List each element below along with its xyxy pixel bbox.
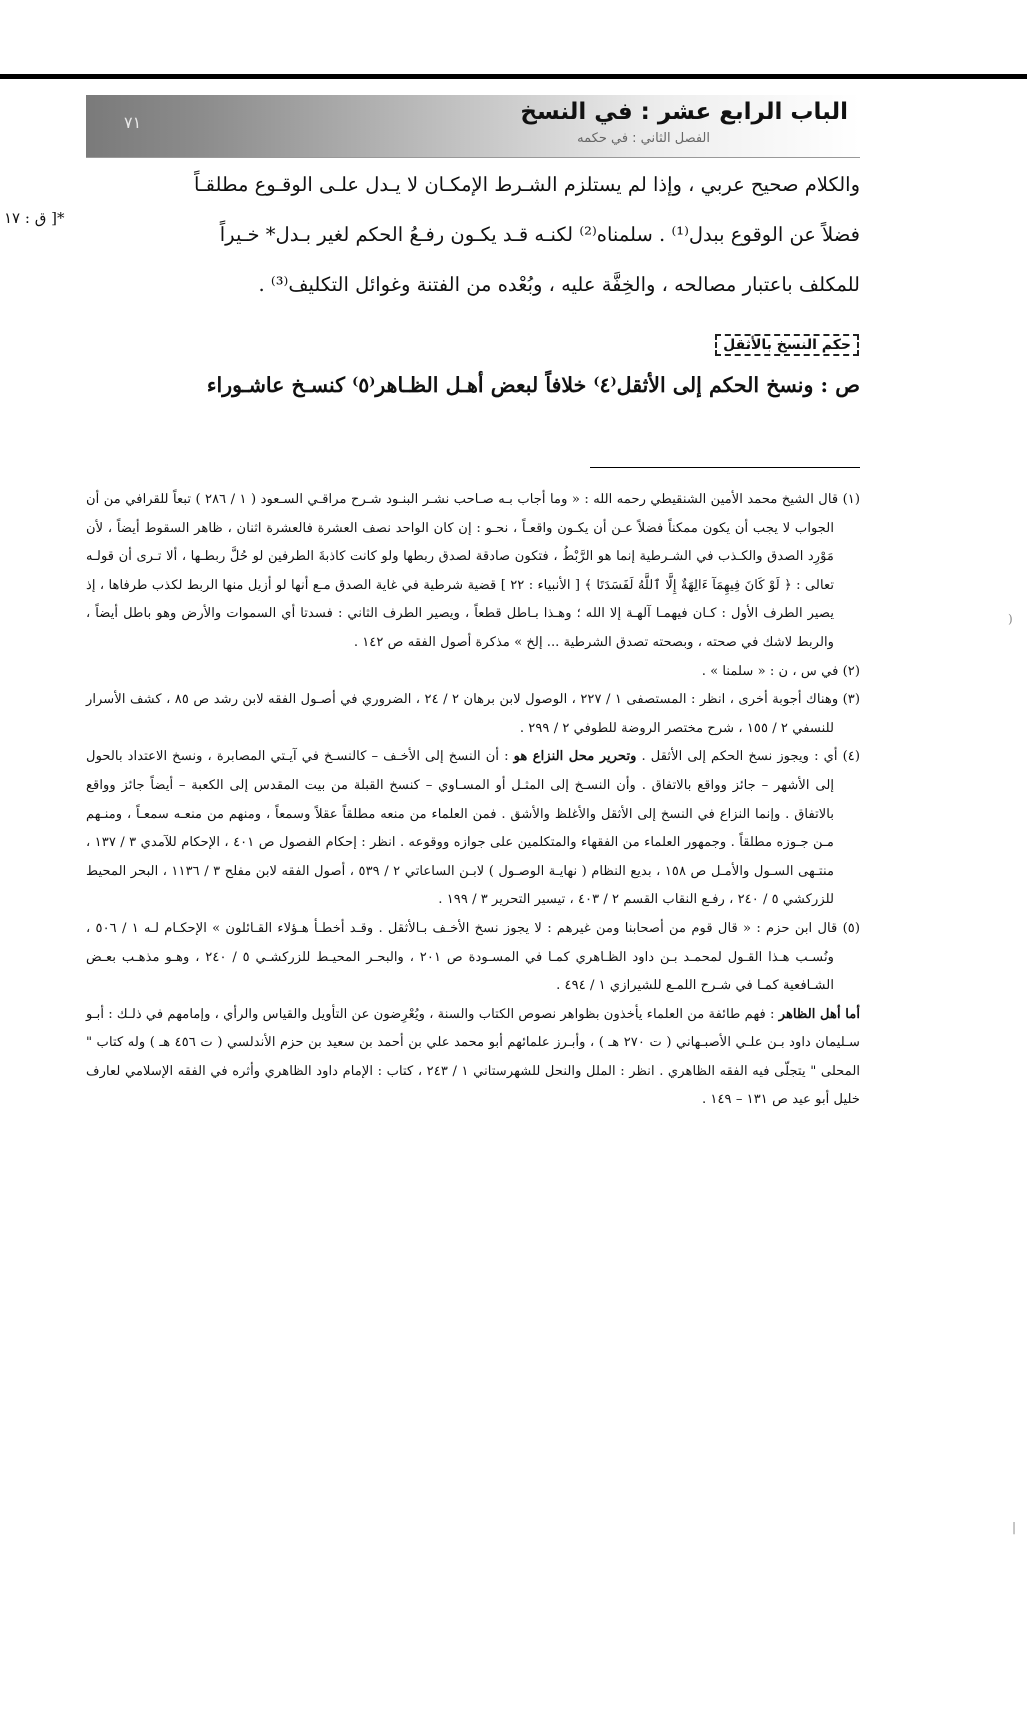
footnote-2: (٢) في س ، ن : « سلمنا » .: [701, 663, 860, 679]
chapter-title: الباب الرابع عشر : في النسخ: [520, 99, 848, 125]
footnote-4-body: : أن النسخ إلى الأخـف – كالنسـخ في آيـتي المصابرة ، ونسخ الاعتداد بالحول إلى الأشهر – جائز وواقع بالاتفاق . وأن النسـخ إلى المثـل أو المسـاوي – كنسخ القبلة من بيت المقدس إلى الكعبة – أيضاً جائز وواقع بالاتفاق . وإنما النزاع في النسخ إلى الأثقل والأغلظ والأشق . فمن العلماء من منعه مطلقاً عقلاً وسمعاً ، ومنهم من منعـه سمعـاً ، ومنـهم مـن جـوزه مطلقاً . وجمهور العلماء من الفقهاء والمتكلمين على جوازه ووقوعه . انظر : إحكام الفصول ص ٤٠١ ، الإحكام للآمدي ٣ / ١٣٧ ، منتـهى السـول والأمـل ص ١٥٨ ، بديع النظام ( نهايـة الوصـول ) لابـن الساعاتي ٢ / ٥٣٩ ، أصول الفقه لابن مفلح ٣ / ١١٣٦ ، البحر المحيط للزركشي ٥ / ٢٤٠ ، رفـع النقاب القسم ٢ / ٤٠٣ ، تيسير التحرير ٣ / ١٩٩ .: [86, 749, 835, 908]
section-subtitle: الفصل الثاني : في حكمه: [577, 131, 710, 146]
footnote-5: (٥) قال ابن حزم : « قال قوم من أصحابنا ومن غيرهم : لا يجوز نسخ الأخـف بـالأثقل . وقـد أخطـأ هـؤلاء القـائلون » الإحكـام لـه ١ / ٥٠٦ ، ونُسـب هـذا القـول لمحمـد بـن داود الظـاهري كمـا في المسـودة ص ٢٠١ ، والبحـر المحيـط للزركشـي ٥ / ٢٤٠ ، وهـو مذهـب بعـض الشـافعية كمـا في شـرح اللمـع للشيرازي ١ / ٤٩٤ .: [86, 920, 860, 994]
zahir-note-bold: أما أهل الظاهر: [778, 1006, 860, 1022]
scan-mark: |: [1012, 1520, 1017, 1534]
body-line-3: للمكلف باعتبار مصالحه ، والخِفَّة عليه ، وبُعْده من الفتنة وغوائل التكليف⁽³⁾ .: [258, 273, 860, 296]
margin-manuscript-note: *[ ق : ١٧: [4, 209, 65, 227]
zahir-note: [86, 1001, 860, 1115]
page-number: ٧١: [124, 113, 142, 132]
body-line-2: فضلاً عن الوقوع ببدل⁽¹⁾ . سلمناه⁽²⁾ لكنـه قـد يكـون رفـعُ الحكم لغير بـدل* خـيراً: [219, 223, 860, 246]
footnote-3: (٣) وهناك أجوبة أخرى ، انظر : المستصفى ١ / ٢٢٧ ، الوصول لابن برهان ٢ / ٢٤ ، الضروري في أصـول الفقه لابن رشد ص ٨٥ ، كشف الأسرار للنسفي ٢ / ١٥٥ ، شرح مختصر الروضة للطوفي ٢ / ٢٩٩ .: [86, 692, 861, 736]
footnote-4-lead: (٤) أي : ويجوز نسخ الحكم إلى الأثقل .: [636, 749, 860, 765]
footnote-4: [86, 743, 860, 915]
top-rule: [0, 74, 1027, 79]
body-line-1: والكلام صحيح عربي ، وإذا لم يستلزم الشـرط الإمكـان لا يـدل علـى الوقـوع مطلقـاً: [194, 173, 860, 196]
zahir-note-body: : فهم طائفة من العلماء يأخذون بظواهر نصوص الكتاب والسنة ، ويُعْرِضون عن التأويل والقياس والرأي ، وإمامهم في ذلـك : أبـو سـليمان داود بـن علـي الأصبـهاني ( ت ٢٧٠ هـ ) ، وأبـرز علمائهم أبو محمد علي بن أحمد بن سعيد بن حزم الأندلسي ( ت ٤٥٦ هـ ) وله كتاب " المحلى " يتجلّى فيه الفقه الظاهري . انظر : الملل والنحل للشهرستاني ١ / ٢٤٣ ، كتاب : الإمام داود الظاهري وأثره في الفقه الإسلامي لعارف خليل أبو عيد ص ١٣١ – ١٤٩ .: [86, 1006, 860, 1108]
running-header: [86, 95, 860, 158]
footnote-separator: [590, 467, 860, 468]
scan-mark: (: [1008, 612, 1013, 626]
footnote-4-bold: وتحرير محل النزاع هو: [513, 749, 637, 765]
section-heading: حكم النسخ بالأثقل: [715, 334, 859, 356]
footnote-1: (١) قال الشيخ محمد الأمين الشنقيطي رحمه الله : « وما أجاب بـه صـاحب نشـر البنـود شـرح مراقـي السـعود ( ١ / ٢٨٦ ) تبعاً للقرافي من أن الجواب لا يجب أن يكون ممكناً فضلاً عـن أن يكـون واقعـاً ، نحـو : إن كان الواحد نصف العشرة فالعشرة اثنان ، ظاهر السقوط أيضاً ، لأن مَوْرِد الصدق والكـذب في الشـرطية إنما هو الرَّبْطُ ، فتكون صادقة لصدق ربطها ولو كانت كاذبةَ الطرفين لو حُلَّ ربطـها ، ألا تـرى أن قولـه تعالى : ﴿ لَوْ كَانَ فِيهِمَآ ءَالِهَةٌ إِلَّا ٱللَّهُ لَفَسَدَتَا ﴾ [ الأنبياء : ٢٢ ] قضية شرطية في غاية الصدق مـع أنها لو أزيل منها الربط لكذب طرفاها ، إذ يصير الطرف الأول : كـان فيهمـا آلهـة إلا الله ؛ وهـذا بـاطل قطعاً ، ويصير الطرف الثاني : فسدتا أي السموات والأرض وهو باطل أيضاً ، والربط لاشك في صحته ، وبصحته تصدق الشرطية ... إلخ » مذكرة أصول الفقه ص ١٤٢ .: [86, 492, 860, 650]
main-statement: ص : ونسخ الحكم إلى الأثقل⁽٤⁾ خلافاً لبعض أهـل الظـاهر⁽٥⁾ كنسـخ عاشـوراء: [206, 373, 860, 397]
footnotes: [86, 486, 860, 1115]
